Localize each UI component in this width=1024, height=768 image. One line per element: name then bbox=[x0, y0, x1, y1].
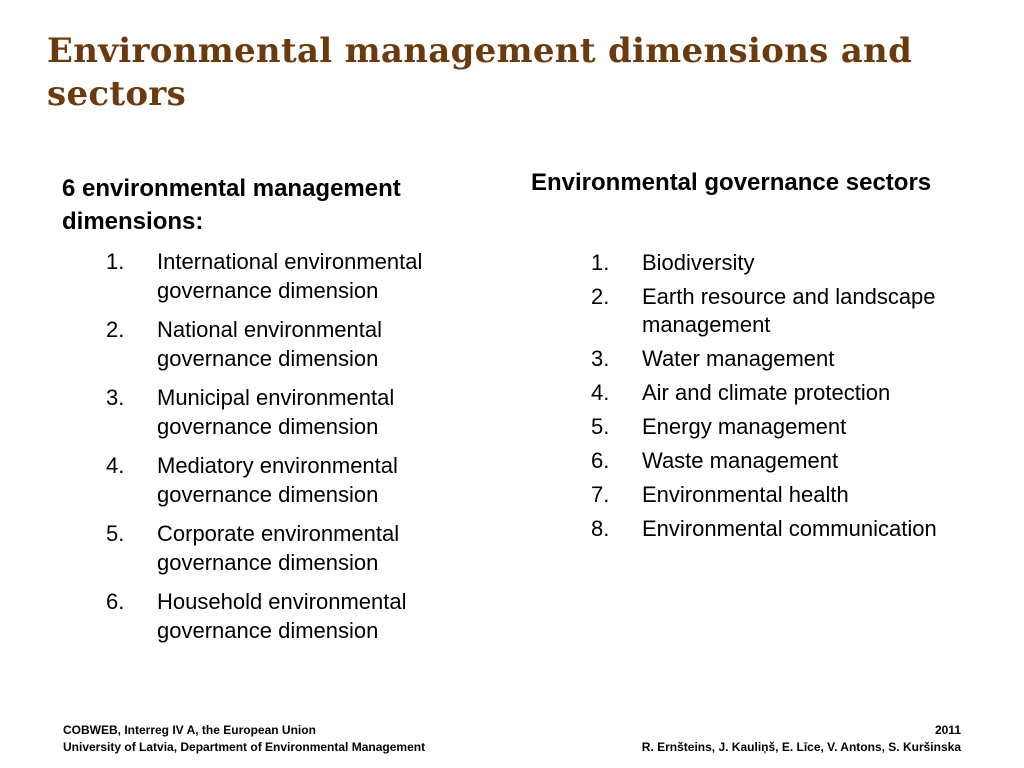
list-item bbox=[106, 451, 486, 509]
list-item bbox=[591, 481, 991, 509]
item-number: 1. bbox=[591, 250, 610, 275]
item-number: 7. bbox=[591, 482, 610, 507]
item-number: 4. bbox=[106, 453, 125, 478]
list-item bbox=[106, 247, 486, 305]
item-number: 1. bbox=[106, 249, 125, 274]
list-item bbox=[591, 447, 991, 475]
sectors-heading: Environmental governance sectors bbox=[531, 169, 932, 196]
list-item bbox=[106, 519, 486, 577]
item-number: 4. bbox=[591, 380, 610, 405]
footer-institution: University of Latvia, Department of Environmental Management bbox=[63, 740, 426, 754]
item-text: Water management bbox=[642, 346, 835, 371]
item-number: 3. bbox=[591, 346, 610, 371]
item-text: Biodiversity bbox=[642, 250, 755, 275]
item-number: 6. bbox=[591, 448, 610, 473]
footer-year: 2011 bbox=[934, 723, 961, 737]
item-number: 3. bbox=[106, 385, 125, 410]
dimensions-list bbox=[106, 247, 486, 655]
footer-left bbox=[63, 722, 425, 756]
item-text: Mediatory environmental governance dimension bbox=[157, 453, 398, 507]
footer-authors: R. Ernšteins, J. Kauliņš, E. Līce, V. Antons, S. Kuršinska bbox=[641, 740, 961, 754]
list-item bbox=[591, 249, 991, 277]
list-item bbox=[106, 315, 486, 373]
sectors-list bbox=[591, 249, 991, 549]
item-number: 6. bbox=[106, 589, 125, 614]
slide-title: Environmental management dimensions and sectors bbox=[47, 31, 913, 114]
list-item bbox=[591, 345, 991, 373]
item-text: International environmental governance dimension bbox=[157, 249, 423, 303]
list-item bbox=[591, 283, 991, 339]
footer-project: COBWEB, Interreg IV A, the European Union bbox=[63, 723, 316, 737]
item-text: Earth resource and landscape management bbox=[642, 284, 936, 337]
item-number: 2. bbox=[591, 284, 610, 309]
item-text: Corporate environmental governance dimension bbox=[157, 521, 400, 575]
dimensions-heading: 6 environmental management dimensions: bbox=[62, 175, 401, 235]
item-text: Environmental health bbox=[642, 482, 849, 507]
item-number: 2. bbox=[106, 317, 125, 342]
item-number: 5. bbox=[106, 521, 125, 546]
item-text: Energy management bbox=[642, 414, 847, 439]
list-item bbox=[591, 413, 991, 441]
item-text: Air and climate protection bbox=[642, 380, 891, 405]
list-item bbox=[591, 515, 991, 543]
item-number: 8. bbox=[591, 516, 610, 541]
list-item bbox=[106, 383, 486, 441]
item-text: Household environmental governance dimension bbox=[157, 589, 407, 643]
item-text: Waste management bbox=[642, 448, 839, 473]
item-text: National environmental governance dimension bbox=[157, 317, 383, 371]
item-text: Environmental communication bbox=[642, 516, 937, 541]
list-item bbox=[106, 587, 486, 645]
list-item bbox=[591, 379, 991, 407]
item-text: Municipal environmental governance dimension bbox=[157, 385, 395, 439]
footer-right bbox=[642, 722, 961, 756]
item-number: 5. bbox=[591, 414, 610, 439]
